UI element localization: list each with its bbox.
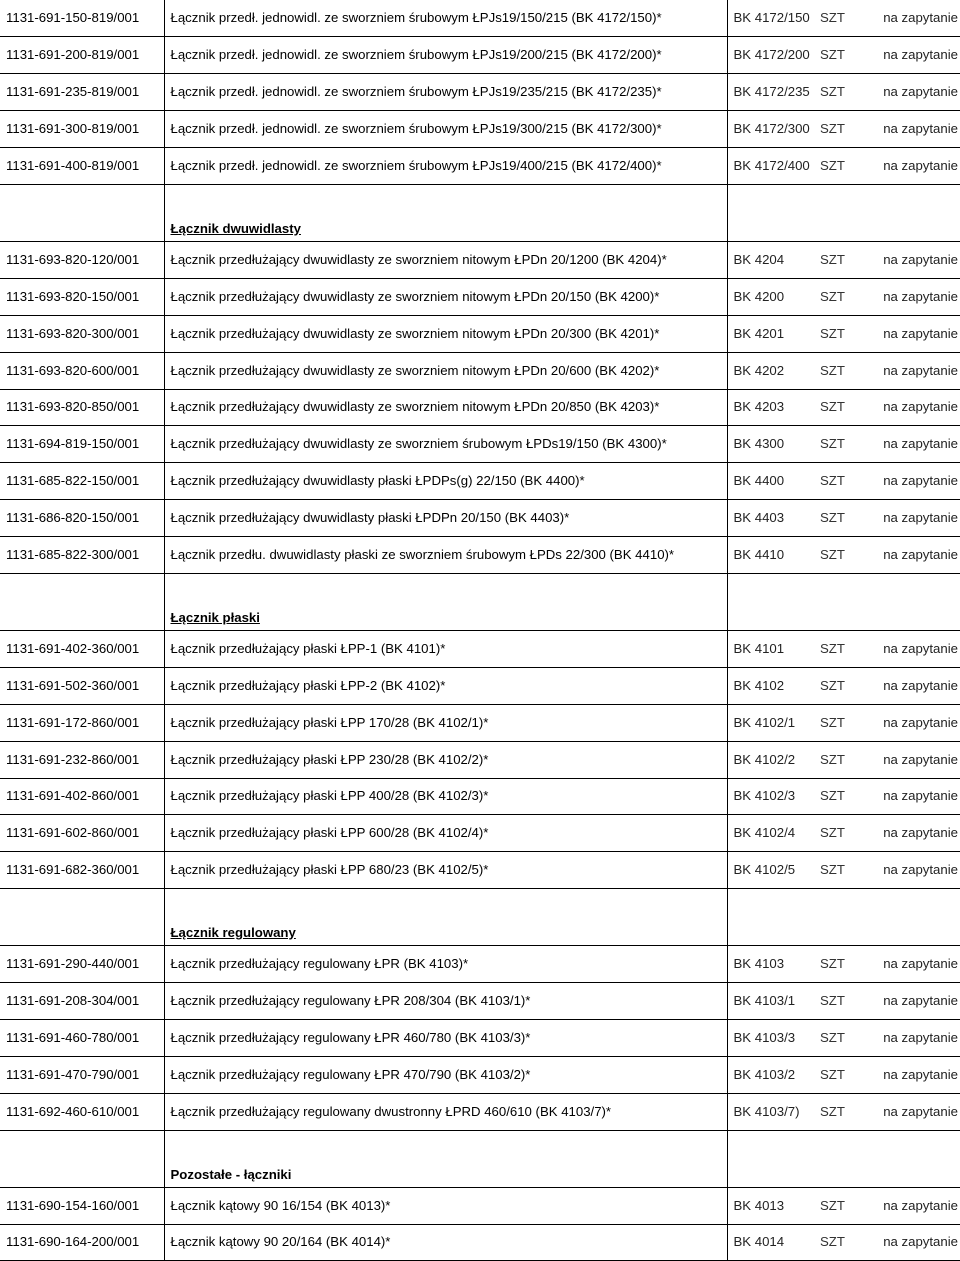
bk-number: BK 4400 [727,463,818,500]
product-description: Łącznik przedłużający dwuwidlasty ze sworzniem nitowym ŁPDn 20/850 (BK 4203)* [164,389,727,426]
table-row [0,37,960,74]
unit: SZT [818,37,856,74]
unit: SZT [818,741,856,778]
price-status: na zapytanie [856,778,960,815]
product-code: 1131-691-402-860/001 [0,778,164,815]
bk-number: BK 4403 [727,500,818,537]
product-code: 1131-693-820-300/001 [0,315,164,352]
table-row [0,778,960,815]
table-row [0,946,960,983]
table-row [0,315,960,352]
product-description: Łącznik przedłużający regulowany dwustronny ŁPRD 460/610 (BK 4103/7)* [164,1093,727,1130]
product-description: Łącznik kątowy 90 16/154 (BK 4013)* [164,1187,727,1224]
product-code: 1131-691-300-819/001 [0,111,164,148]
price-status: na zapytanie [856,537,960,574]
bk-number: BK 4103/3 [727,1019,818,1056]
table-row [0,741,960,778]
product-description: Łącznik przedłużający płaski ŁPP 600/28 (BK 4102/4)* [164,815,727,852]
price-status: na zapytanie [856,1224,960,1261]
bk-number: BK 4203 [727,389,818,426]
price-status: na zapytanie [856,1187,960,1224]
product-code: 1131-691-150-819/001 [0,0,164,37]
price-status: na zapytanie [856,500,960,537]
product-code: 1131-685-822-300/001 [0,537,164,574]
table-row [0,1093,960,1130]
product-code: 1131-691-402-360/001 [0,630,164,667]
product-description: Łącznik przedłużający płaski ŁPP 230/28 (BK 4102/2)* [164,741,727,778]
price-status: na zapytanie [856,983,960,1020]
price-status: na zapytanie [856,0,960,37]
product-code: 1131-693-820-150/001 [0,278,164,315]
bk-number: BK 4172/235 [727,74,818,111]
section-title: Pozostałe - łączniki [164,1130,727,1187]
bk-number: BK 4102/5 [727,852,818,889]
product-description: Łącznik przedłużający regulowany ŁPR 208/304 (BK 4103/1)* [164,983,727,1020]
bk-number: BK 4014 [727,1224,818,1261]
price-status: na zapytanie [856,426,960,463]
price-status: na zapytanie [856,278,960,315]
price-status: na zapytanie [856,389,960,426]
product-code: 1131-691-235-819/001 [0,74,164,111]
unit: SZT [818,352,856,389]
table-row [0,1187,960,1224]
unit: SZT [818,1224,856,1261]
bk-number: BK 4410 [727,537,818,574]
product-description: Łącznik przedłużający dwuwidlasty ze sworzniem śrubowym ŁPDs19/150 (BK 4300)* [164,426,727,463]
bk-number: BK 4200 [727,278,818,315]
bk-number: BK 4102/1 [727,704,818,741]
section-spacer [727,184,960,241]
table-row [0,0,960,37]
product-code: 1131-691-602-860/001 [0,815,164,852]
bk-number: BK 4172/300 [727,111,818,148]
product-description: Łącznik przedł. jednowidl. ze sworzniem śrubowym ŁPJs19/400/215 (BK 4172/400)* [164,148,727,185]
unit: SZT [818,278,856,315]
product-code: 1131-685-822-150/001 [0,463,164,500]
unit: SZT [818,778,856,815]
table-row [0,815,960,852]
product-description: Łącznik przedłużający regulowany ŁPR 470/790 (BK 4103/2)* [164,1056,727,1093]
unit: SZT [818,463,856,500]
product-code: 1131-693-820-120/001 [0,241,164,278]
price-status: na zapytanie [856,852,960,889]
bk-number: BK 4201 [727,315,818,352]
price-status: na zapytanie [856,463,960,500]
unit: SZT [818,1187,856,1224]
bk-number: BK 4013 [727,1187,818,1224]
bk-number: BK 4102/3 [727,778,818,815]
price-status: na zapytanie [856,630,960,667]
bk-number: BK 4101 [727,630,818,667]
section-header [0,1130,960,1187]
unit: SZT [818,0,856,37]
unit: SZT [818,111,856,148]
product-description: Łącznik przedłużający regulowany ŁPR 460/780 (BK 4103/3)* [164,1019,727,1056]
unit: SZT [818,426,856,463]
price-status: na zapytanie [856,815,960,852]
unit: SZT [818,852,856,889]
price-status: na zapytanie [856,741,960,778]
table-row [0,704,960,741]
product-code: 1131-691-460-780/001 [0,1019,164,1056]
section-spacer [727,889,960,946]
unit: SZT [818,704,856,741]
product-description: Łącznik przedł. jednowidl. ze sworzniem śrubowym ŁPJs19/235/215 (BK 4172/235)* [164,74,727,111]
product-description: Łącznik przedłużający płaski ŁPP 680/23 (BK 4102/5)* [164,852,727,889]
product-description: Łącznik przedł. jednowidl. ze sworzniem śrubowym ŁPJs19/200/215 (BK 4172/200)* [164,37,727,74]
table-row [0,426,960,463]
product-code: 1131-691-682-360/001 [0,852,164,889]
product-code: 1131-693-820-600/001 [0,352,164,389]
bk-number: BK 4103/2 [727,1056,818,1093]
product-description: Łącznik przedłużający płaski ŁPP-1 (BK 4101)* [164,630,727,667]
section-spacer [727,1130,960,1187]
unit: SZT [818,815,856,852]
section-spacer [0,1130,164,1187]
price-status: na zapytanie [856,667,960,704]
product-code: 1131-691-502-360/001 [0,667,164,704]
table-row [0,852,960,889]
price-status: na zapytanie [856,1093,960,1130]
unit: SZT [818,1019,856,1056]
section-spacer [0,573,164,630]
product-description: Łącznik przedłużający dwuwidlasty płaski ŁPDPs(g) 22/150 (BK 4400)* [164,463,727,500]
unit: SZT [818,500,856,537]
table-row [0,630,960,667]
table-row [0,352,960,389]
unit: SZT [818,389,856,426]
table-row [0,537,960,574]
section-title: Łącznik dwuwidlasty [164,184,727,241]
bk-number: BK 4103 [727,946,818,983]
product-description: Łącznik przedłużający płaski ŁPP 400/28 (BK 4102/3)* [164,778,727,815]
product-description: Łącznik przedłużający płaski ŁPP 170/28 (BK 4102/1)* [164,704,727,741]
unit: SZT [818,315,856,352]
unit: SZT [818,1093,856,1130]
unit: SZT [818,241,856,278]
product-description: Łącznik przedłu. dwuwidlasty płaski ze sworzniem śrubowym ŁPDs 22/300 (BK 4410)* [164,537,727,574]
product-code: 1131-691-232-860/001 [0,741,164,778]
table-row [0,500,960,537]
product-description: Łącznik przedłużający dwuwidlasty ze sworzniem nitowym ŁPDn 20/1200 (BK 4204)* [164,241,727,278]
table-row [0,241,960,278]
section-title: Łącznik regulowany [164,889,727,946]
section-header [0,889,960,946]
product-description: Łącznik przedł. jednowidl. ze sworzniem śrubowym ŁPJs19/150/215 (BK 4172/150)* [164,0,727,37]
price-status: na zapytanie [856,241,960,278]
price-status: na zapytanie [856,1056,960,1093]
product-code: 1131-691-470-790/001 [0,1056,164,1093]
bk-number: BK 4300 [727,426,818,463]
table-row [0,1224,960,1261]
unit: SZT [818,74,856,111]
table-row [0,389,960,426]
product-code: 1131-690-154-160/001 [0,1187,164,1224]
table-row [0,667,960,704]
bk-number: BK 4102/4 [727,815,818,852]
product-description: Łącznik przedłużający regulowany ŁPR (BK 4103)* [164,946,727,983]
product-code: 1131-691-290-440/001 [0,946,164,983]
unit: SZT [818,148,856,185]
product-description: Łącznik przedłużający dwuwidlasty ze sworzniem nitowym ŁPDn 20/150 (BK 4200)* [164,278,727,315]
table-row [0,463,960,500]
table-row [0,148,960,185]
product-description: Łącznik przedłużający dwuwidlasty ze sworzniem nitowym ŁPDn 20/600 (BK 4202)* [164,352,727,389]
price-status: na zapytanie [856,148,960,185]
product-code: 1131-686-820-150/001 [0,500,164,537]
unit: SZT [818,983,856,1020]
section-spacer [0,184,164,241]
table-row [0,111,960,148]
unit: SZT [818,667,856,704]
price-status: na zapytanie [856,1019,960,1056]
bk-number: BK 4172/200 [727,37,818,74]
table-row [0,983,960,1020]
bk-number: BK 4103/7) [727,1093,818,1130]
price-status: na zapytanie [856,74,960,111]
bk-number: BK 4172/400 [727,148,818,185]
product-code: 1131-691-208-304/001 [0,983,164,1020]
section-header [0,573,960,630]
price-status: na zapytanie [856,946,960,983]
price-status: na zapytanie [856,111,960,148]
price-status: na zapytanie [856,315,960,352]
bk-number: BK 4102 [727,667,818,704]
product-description: Łącznik przedłużający dwuwidlasty płaski ŁPDPn 20/150 (BK 4403)* [164,500,727,537]
table-row [0,278,960,315]
unit: SZT [818,946,856,983]
bk-number: BK 4172/150 [727,0,818,37]
product-code: 1131-691-400-819/001 [0,148,164,185]
table-row [0,1019,960,1056]
product-code: 1131-690-164-200/001 [0,1224,164,1261]
bk-number: BK 4204 [727,241,818,278]
product-code: 1131-694-819-150/001 [0,426,164,463]
section-header [0,184,960,241]
product-code: 1131-692-460-610/001 [0,1093,164,1130]
price-status: na zapytanie [856,704,960,741]
product-description: Łącznik przedł. jednowidl. ze sworzniem śrubowym ŁPJs19/300/215 (BK 4172/300)* [164,111,727,148]
unit: SZT [818,537,856,574]
bk-number: BK 4103/1 [727,983,818,1020]
price-status: na zapytanie [856,37,960,74]
bk-number: BK 4102/2 [727,741,818,778]
table-row [0,74,960,111]
product-code: 1131-691-172-860/001 [0,704,164,741]
product-code: 1131-691-200-819/001 [0,37,164,74]
section-title: Łącznik płaski [164,573,727,630]
table-row [0,1056,960,1093]
product-code: 1131-693-820-850/001 [0,389,164,426]
unit: SZT [818,630,856,667]
unit: SZT [818,1056,856,1093]
bk-number: BK 4202 [727,352,818,389]
section-spacer [0,889,164,946]
product-description: Łącznik przedłużający dwuwidlasty ze sworzniem nitowym ŁPDn 20/300 (BK 4201)* [164,315,727,352]
product-description: Łącznik przedłużający płaski ŁPP-2 (BK 4102)* [164,667,727,704]
product-description: Łącznik kątowy 90 20/164 (BK 4014)* [164,1224,727,1261]
price-status: na zapytanie [856,352,960,389]
section-spacer [727,573,960,630]
